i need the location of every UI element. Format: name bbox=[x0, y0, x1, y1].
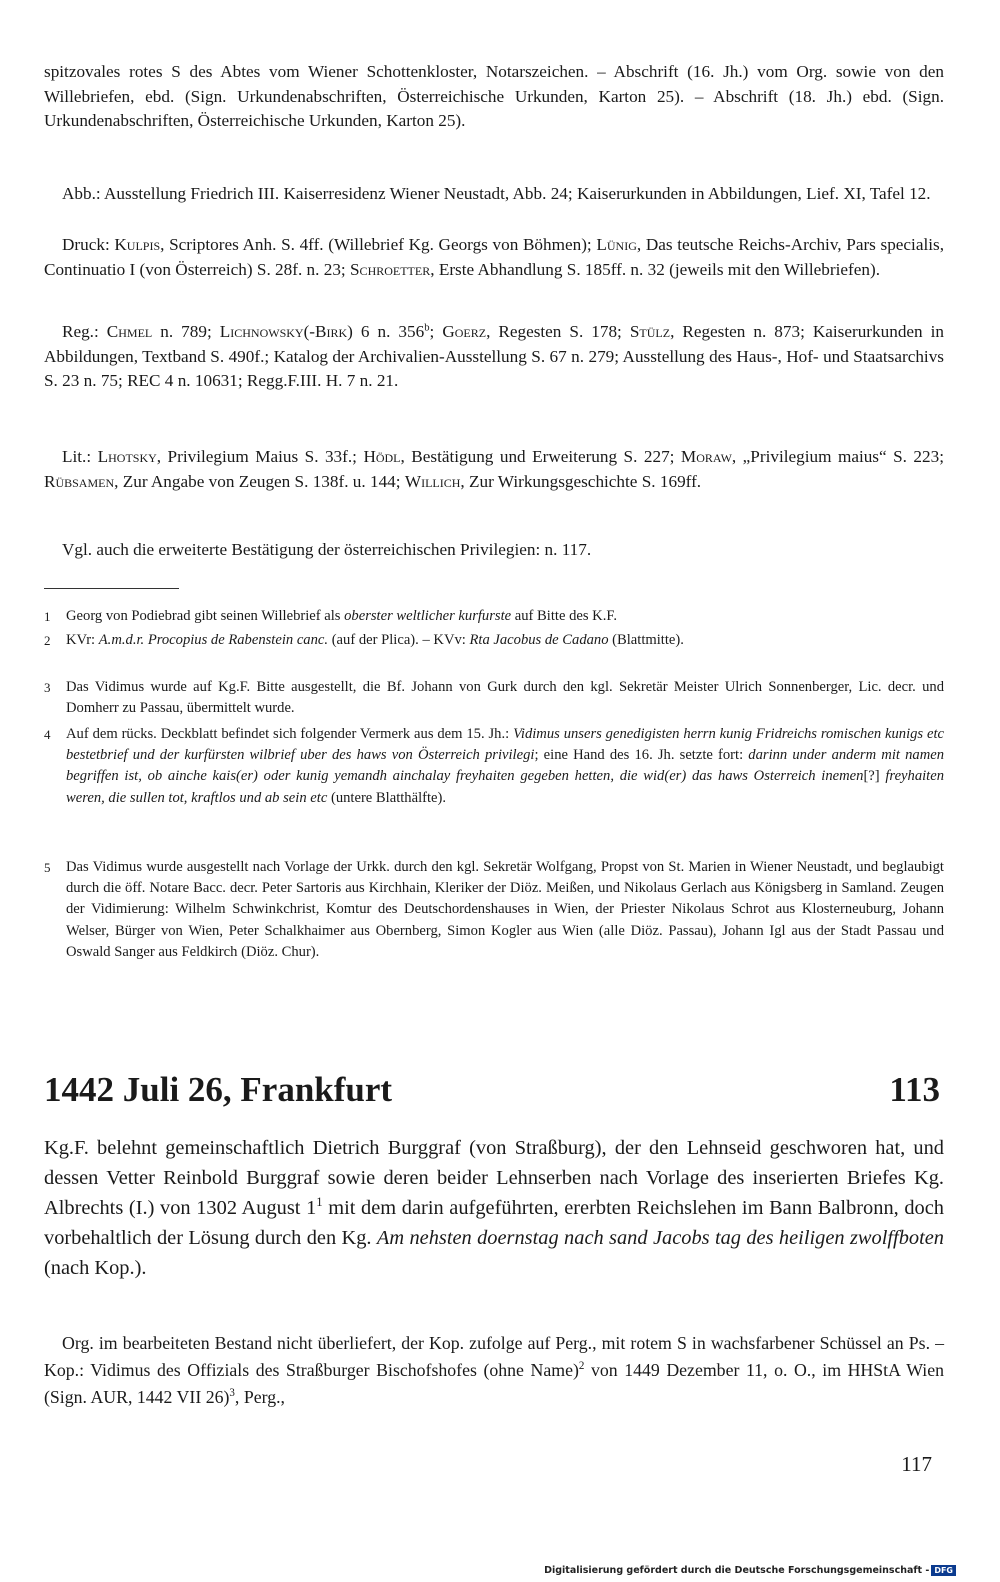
author-name: Lhotsky bbox=[97, 447, 157, 466]
footnote-marker: 1 bbox=[44, 609, 51, 624]
druck-paragraph: Druck: Kulpis, Scriptores Anh. S. 4ff. (Willebrief Kg. Georgs von Böhmen); Lünig, Das teutsche Reichs-Archiv, Pars specialis, Continuatio I (von Österreich) S. 28f. n. 23; Schroetter, Erste Abhandlung S. 185ff. n. 32 (jeweils mit den Willebriefen). bbox=[44, 235, 944, 279]
footnote-2: 2 KVr: A.m.d.r. Procopius de Rabenstein canc. (auf der Plica). – KVv: Rta Jacobus de Cadano (Blattmitte). bbox=[44, 630, 944, 651]
footnote-5: 5 Das Vidimus wurde ausgestellt nach Vorlage der Urkk. durch den kgl. Sekretär Wolfgang, Propst von St. Marien in Wiener Neustadt, und beglaubigt durch die öff. Notare Bacc. decr. Peter Sartoris aus Kirchhain, Kleriker der Diöz. Meißen, und Nikolaus Gerlach aus Königsberg in Samland. Zeugen der Vidimierung: Wilhelm Schwinkchrist, Komtur des Deutschordenshauses in Wien, der Priester Nikolaus Schrot aus Klosterneuburg, Johann Welser, Bürger von Wien, Peter Schalkhaimer aus Obernberg, Simon Kogler aus Wien (alle Diöz. Passau), Johann Igl aus der Stadt Passau und Oswald Sanger aus Feldkirch (Diöz. Chur). bbox=[44, 859, 944, 960]
vgl-text: Vgl. auch die erweiterte Bestätigung der österreichischen Privilegien: n. 117. bbox=[62, 540, 592, 559]
author-name: Willich bbox=[404, 471, 461, 491]
footnote-marker: 4 bbox=[44, 727, 51, 742]
footnote-marker: 5 bbox=[44, 860, 51, 875]
lit-paragraph: Lit.: Lhotsky, Privilegium Maius S. 33f.; Hödl, Bestätigung und Erweiterung S. 227; Moraw, „Privilegium maius“ S. 223; Rübsamen, Zur Angabe von Zeugen S. 138f. u. 144; Willich, Zur Wirkungsgeschichte S. 169ff. bbox=[44, 447, 944, 491]
footnote-1: 1 Georg von Podiebrad gibt seinen Willebrief als oberster weltlicher kurfurste auf Bitte des K.F. bbox=[44, 606, 944, 627]
author-name: Kulpis bbox=[114, 235, 161, 254]
org-paragraph: Org. im bearbeiteten Bestand nicht überliefert, der Kop. zufolge auf Perg., mit rotem S in wachsfarbener Schüssel an Ps. – Kop.: Vidimus des Offizials des Straßburger Bischofshofes (ohne Name)$^2$ von 1449 Dezember 11, o. O., im HHStA Wien (Sign. AUR, 1442 VII 26)$^3$, Perg., bbox=[44, 1333, 944, 1407]
footnote-separator bbox=[44, 588, 179, 589]
author-name: Hödl bbox=[363, 447, 401, 466]
vgl-paragraph bbox=[44, 538, 944, 563]
entry-date-place: 1442 Juli 26, Frankfurt bbox=[44, 1070, 393, 1109]
author-name: Lünig bbox=[596, 235, 637, 254]
footnote-marker: 2 bbox=[44, 633, 51, 648]
author-name: Stülz bbox=[629, 322, 671, 341]
author-name: Chmel bbox=[106, 322, 153, 341]
footnote-marker: 3 bbox=[44, 680, 51, 695]
entry-number: 113 bbox=[889, 1070, 940, 1109]
abb-text: Abb.: Ausstellung Friedrich III. Kaiserresidenz Wiener Neustadt, Abb. 24; Kaiserurkunden in Abbildungen, Lief. XI, Tafel 12. bbox=[62, 184, 931, 203]
page-number: 117 bbox=[901, 1452, 932, 1476]
footnote-ref: 3 bbox=[229, 1387, 235, 1400]
provenance-text: spitzovales rotes S des Abtes vom Wiener Schottenkloster, Notarszeichen. – Abschrift (16. Jh.) vom Org. sowie von den Willebriefen, ebd. (Sign. Urkundenabschriften, Österreichische Urkunden, Karton 25). – Abschrift (18. Jh.) ebd. (Sign. Urkundenabschriften, Österreichische Urkunden, Karton 25). bbox=[44, 62, 944, 131]
author-name: Rübsamen bbox=[44, 471, 115, 491]
author-name: Schroetter bbox=[350, 259, 431, 279]
footnote-4: 4 Auf dem rücks. Deckblatt befindet sich folgender Vermerk aus dem 15. Jh.: Vidimus unsers genedigisten herrn kunig Fridreichs romischen kunigs etc bestetbrief und der kurfürsten wilbrief uber des haws von Österreich privilegi; eine Hand des 16. Jh. setzte fort: darinn under anderm mit namen begriffen ist, ob ainche kais(er) oder kunig yemandh ainchalay freyhaiten gegeben hetten, die wid(er) das haws Osterreich inemen[?] freyhaiten weren, die sullen tot, kraftlos und ab sein etc (untere Blatthälfte). bbox=[44, 726, 945, 806]
regest-paragraph: Kg.F. belehnt gemeinschaftlich Dietrich Burggraf (von Straßburg), der den Lehnseid geschworen hat, und dessen Vetter Reinbold Burggraf sowie deren beider Lehnserben nach Vorlage des inserierten Briefes Kg. Albrechts (I.) von 1302 August $1^1$ mit dem darin aufgeführten, ererbten Reichslehen im Bann Balbronn, doch vorbehaltlich der Lösung durch den Kg. Am nehsten doernstag nach sand Jacobs tag des heiligen zwolffboten (nach Kop.). bbox=[44, 1137, 945, 1279]
footer-text: Digitalisierung gefördert durch die Deutsche Forschungsgemeinschaft - bbox=[544, 1565, 930, 1576]
author-name: Moraw bbox=[680, 447, 732, 466]
footnote-ref: 2 bbox=[578, 1360, 585, 1373]
provenance-paragraph bbox=[44, 60, 944, 134]
footnote-3: 3 Das Vidimus wurde auf Kg.F. Bitte ausgestellt, die Bf. Johann von Gurk durch den kgl. Sekretär Meister Ulrich Sonnenberger, Lic. decr. und Domherr zu Passau, übermittelt wurde. bbox=[44, 679, 944, 717]
author-name: Goerz bbox=[442, 322, 487, 341]
footnote-ref: 1 bbox=[316, 1195, 323, 1210]
abb-paragraph bbox=[44, 182, 944, 207]
dfg-logo: DFG bbox=[931, 1565, 956, 1576]
reg-paragraph: Reg.: Chmel n. 789; Lichnowsky(-Birk) 6 n. 356$^b$; Goerz, Regesten S. 178; Stülz, Regesten n. 873; Kaiserurkunden in Abbildungen, Textband S. 490f.; Katalog der Archivalien-Ausstellung S. 67 n. 279; Ausstellung des Haus-, Hof- und Staatsarchivs S. 23 n. 75; REC 4 n. 10631; Regg.F.III. H. 7 n. 21. bbox=[44, 322, 945, 391]
entry-heading bbox=[44, 1070, 940, 1116]
digitization-footer bbox=[544, 1565, 956, 1576]
author-name: Lichnowsky(-Birk) bbox=[219, 322, 353, 341]
